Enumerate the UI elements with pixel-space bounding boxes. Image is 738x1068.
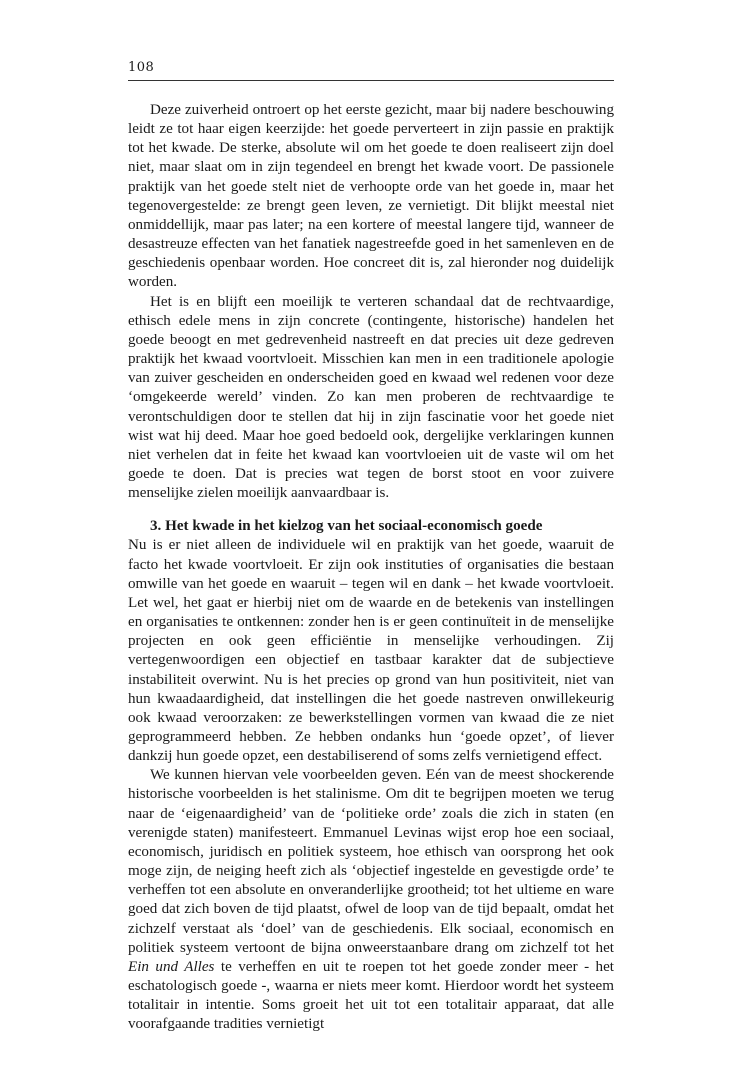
paragraph-2: Het is en blijft een moeilijk te verteren schandaal dat de rechtvaardige, ethisch edele mens in zijn concrete (contingente, historische) handelen het goede beoogt en met gedrevenheid nastreeft en dat precies uit deze gedreven praktijk het kwaad voortvloeit. Misschien kan men in een traditionele apologie van zuiver gescheiden en onderscheiden goed en kwaad wel redenen voor deze ‘omgekeerde wereld’ vinden. Zo kan men proberen de rechtvaardige te verontschuldigen door te stellen dat hij in zijn fascinatie voor het goede niet wist wat hij deed. Maar hoe goed bedoeld ook, dergelijke verklaringen kunnen niet verhelen dat in feite het kwaad kan voortvloeien uit de vaste wil om het goede te doen. Dat is precies wat tegen de borst stoot en voor zuivere menselijke zielen moeilijk aanvaardbaar is. — [128, 293, 614, 502]
header-rule — [128, 80, 614, 81]
paragraph-text-before-italic: We kunnen hiervan vele voorbeelden geven. Eén van de meest shockerende historische voorbeelden is het stalinisme. Om dit te begrijpen moeten we terug naar de ‘eigenaardigheid’ van de ‘politieke orde’ zoals die zich in staten (en verenigde staten) manifesteert. Emmanuel Levinas wijst erop hoe een sociaal, economisch, juridisch en politiek systeem, hoe ethisch van oorsprong het ook moge zijn, de neiging heeft zich als ‘objectief ingestelde en gevestigde orde’ te verheffen tot een absolute en onveranderlijke grootheid; tot het ultieme en ware goed dat zich boven de tijd plaatst, ofwel de loop van de tijd bepaalt, omdat het zichzelf verstaat als ‘doel’ van de geschiedenis. Elk sociaal, economisch en politiek systeem vertoont de bijna onweerstaanbare drang om zichzelf tot het — [128, 767, 614, 956]
page-number: 108 — [128, 60, 155, 75]
paragraph-1: Deze zuiverheid ontroert op het eerste gezicht, maar bij nadere beschouwing leidt ze tot haar eigen keerzijde: het goede perverteert in zijn passie en praktijk tot het kwade. De sterke, absolute wil om het goede te doen realiseert zijn doel niet, maar slaat om in zijn tegendeel en brengt het kwade voort. De passionele praktijk van het goede stelt niet de verhoopte orde van het goede in, maar het tegenovergestelde: ze brengt geen leven, ze vernietigt. Dit blijkt meestal niet onmiddellijk, maar pas later; na een kortere of meestal langere tijd, wanneer de desastreuze effecten van het fanatiek nagestreefde goed in het samenleven en de geschiedenis openbaar worden. Hoe concreet dit is, zal hieronder nog duidelijk worden. — [128, 102, 614, 291]
section-heading: 3. Het kwade in het kielzog van het sociaal-economisch goede — [150, 518, 543, 535]
paragraph-text-after-italic: te verheffen en uit te roepen tot het goede zonder meer - het eschatologisch goede -, waarna er niets meer komt. Hierdoor wordt het systeem totalitair in intentie. Soms groeit het uit tot een totalitair apparaat, dat alle voorafgaande tradities vernietigt — [128, 958, 614, 1033]
body-text — [128, 101, 614, 1035]
section-paragraph-1: Nu is er niet alleen de individuele wil en praktijk van het goede, waaruit de facto het kwade voortvloeit. Er zijn ook instituties of organisaties die bestaan omwille van het goede en waaruit – tegen wil en dank – het kwade voortvloeit. Let wel, het gaat er hierbij niet om de waarde en de betekenis van instellingen en organisaties te ontkennen: zonder hen is er geen continuïteit in de menselijke projecten en ook geen efficiëntie in menselijke verhoudingen. Zij vertegenwoordigen een objectief en tastbaar karakter dat de subjectieve instabiliteit overwint. Nu is het precies op grond van hun positiviteit, niet van hun kwaadaardigheid, dat instellingen die het goede nastreven onwillekeurig ook kwaad veroorzaken: ze bewerkstellingen vormen van kwaad die ze niet geprogrammeerd hebben. Ze hebben ondanks hun ‘goede opzet’, of liever dankzij hun goede opzet, een destabiliserend of soms zelfs vernietigend effect. — [128, 537, 614, 765]
section-paragraph-2 — [128, 766, 614, 1034]
italic-term: Ein und Alles — [128, 958, 215, 975]
